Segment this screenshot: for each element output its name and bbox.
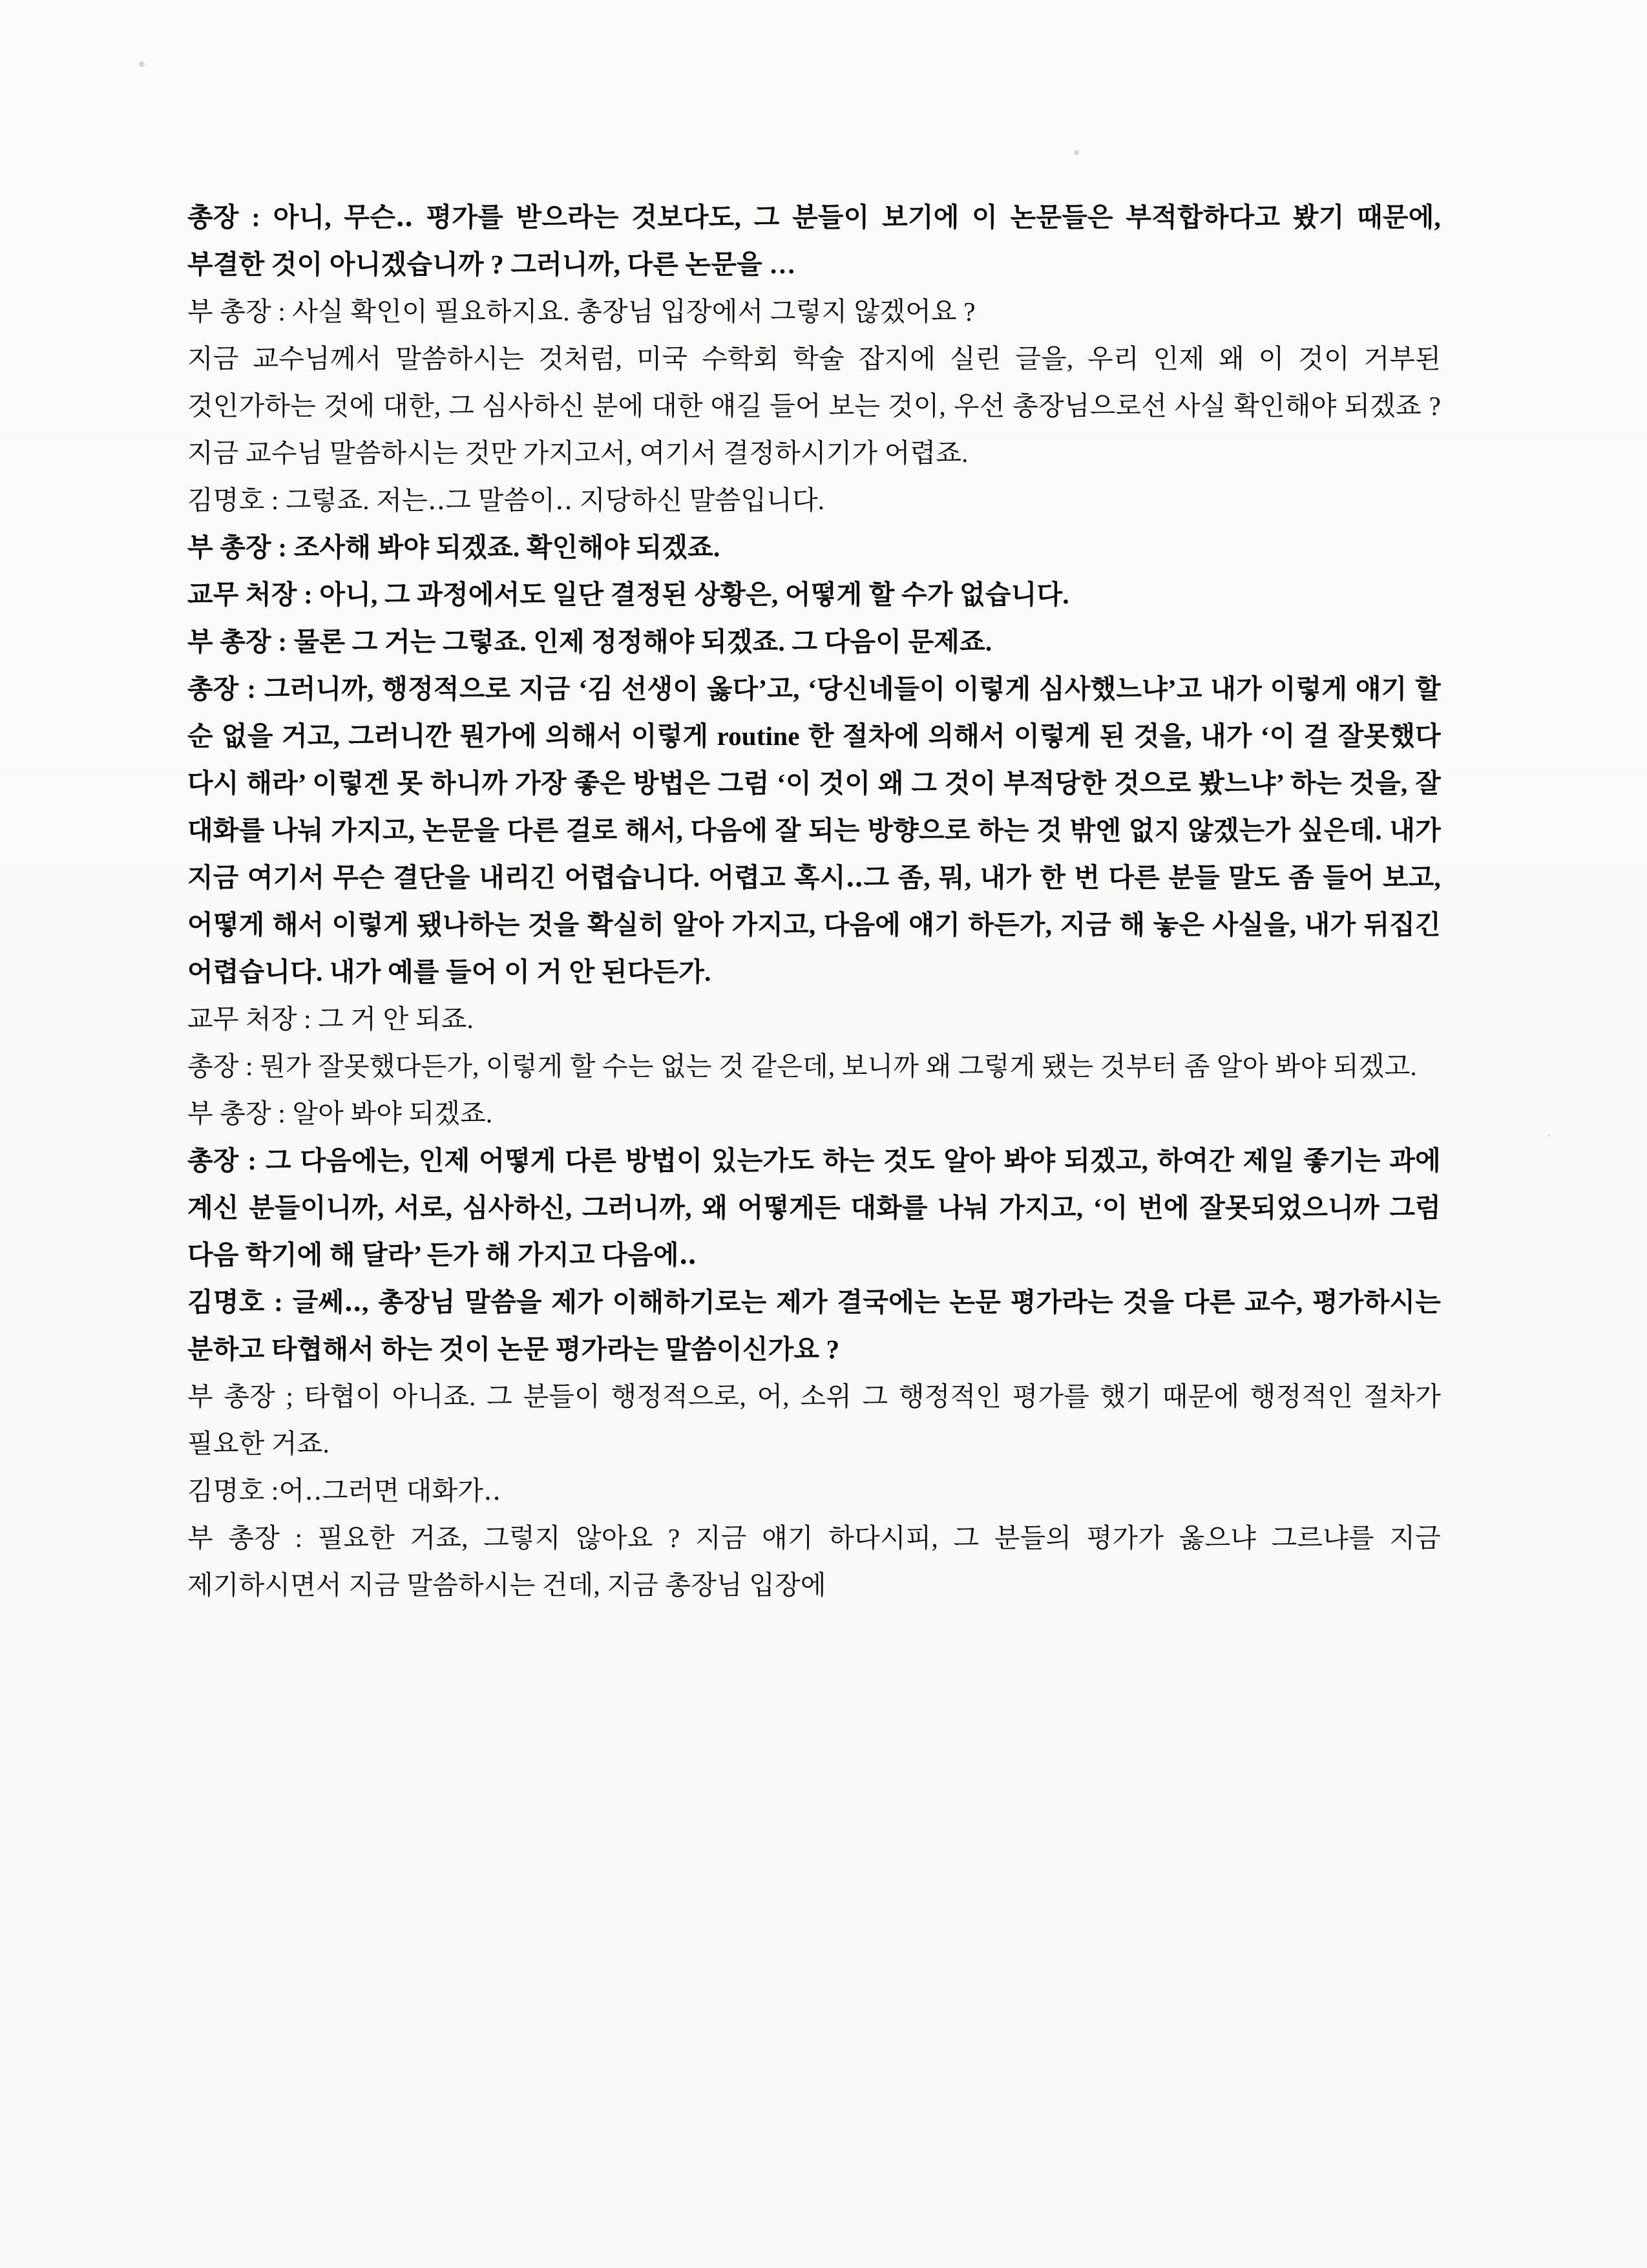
transcript-line: 부 총장 : 조사해 봐야 되겠죠. 확인해야 되겠죠.: [187, 532, 720, 562]
transcript-line: 부 총장 : 필요한 거죠, 그렇지 않아요 ? 지금 얘기 하다시피, 그 분들의 평가가 옳으냐 그르냐를 지금 제기하시면서 지금 말씀하시는 건데, 지금 총장님 입장에: [187, 1523, 1441, 1600]
scan-speck: [1074, 150, 1079, 155]
transcript-line: 부 총장 ; 타협이 아니죠. 그 분들이 행정적으로, 어, 소위 그 행정적인 평가를 했기 때문에 행정적인 절차가 필요한 거죠.: [187, 1381, 1441, 1458]
scan-speck: [139, 61, 145, 67]
transcript-line: 총장 : 아니, 무슨‥ 평가를 받으라는 것보다도, 그 분들이 보기에 이 논문들은 부적합하다고 봤기 때문에, 부결한 것이 아니겠습니까 ? 그러니까, 다른 논문을 …: [187, 202, 1441, 279]
transcript-line: 총장 : 그러니까, 행정적으로 지금 ‘김 선생이 옳다’고, ‘당신네들이 이렇게 심사했느냐’고 내가 이렇게 얘기 할 순 없을 거고, 그러니깐 뭔가에 의해서 이렇게 routine 한 절차에 의해서 이렇게 된 것을, 내가 ‘이 걸 잘못했다 다시 해라’ 이렇겐 못 하니까 가장 좋은 방법은 그럼 ‘이 것이 왜 그 것이 부적당한 것으로 봤느냐’ 하는 것을, 잘 대화를 나눠 가지고, 논문을 다른 걸로 해서, 다음에 잘 되는 방향으로 하는 것 밖엔 없지 않겠는가 싶은데. 내가 지금 여기서 무슨 결단을 내리긴 어렵습니다. 어렵고 혹시‥그 좀, 뭐, 내가 한 번 다른 분들 말도 좀 들어 보고, 어떻게 해서 이렇게 됐나하는 것을 확실히 알아 가지고, 다음에 얘기 하든가, 지금 해 놓은 사실을, 내가 뒤집긴 어렵습니다. 내가 예를 들어 이 거 안 된다든가.: [187, 674, 1441, 987]
transcript-line: 총장 : 뭔가 잘못했다든가, 이렇게 할 수는 없는 것 같은데, 보니까 왜 그렇게 됐는 것부터 좀 알아 봐야 되겠고.: [187, 1051, 1417, 1081]
transcript-line: 부 총장 : 사실 확인이 필요하지요. 총장님 입장에서 그렇지 않겠어요 ?: [187, 297, 976, 326]
transcript-line: 부 총장 : 물론 그 거는 그렇죠. 인제 정정해야 되겠죠. 그 다음이 문제죠.: [187, 627, 992, 656]
transcript-line: 지금 교수님께서 말씀하시는 것처럼, 미국 수학회 학술 잡지에 실린 글을, 우리 인제 왜 이 것이 거부된 것인가하는 것에 대한, 그 심사하신 분에 대한 얘길 들어 보는 것이, 우선 총장님으로선 사실 확인해야 되겠죠 ? 지금 교수님 말씀하시는 것만 가지고서, 여기서 결정하시기가 어렵죠.: [187, 344, 1441, 468]
transcript-line: 총장 : 그 다음에는, 인제 어떻게 다른 방법이 있는가도 하는 것도 알아 봐야 되겠고, 하여간 제일 좋기는 과에 계신 분들이니까, 서로, 심사하신, 그러니까, 왜 어떻게든 대화를 나눠 가지고, ‘이 번에 잘못되었으니까 그럼 다음 학기에 해 달라’ 든가 해 가지고 다음에‥: [187, 1146, 1441, 1270]
document-body: [187, 194, 1441, 1609]
scan-speck: [1547, 1134, 1551, 1137]
transcript-line: 김명호 :어‥그러면 대화가‥: [187, 1476, 501, 1506]
transcript-line: 김명호 : 글쎄‥, 총장님 말씀을 제가 이해하기로는 제가 결국에는 논문 평가라는 것을 다른 교수, 평가하시는 분하고 타협해서 하는 것이 논문 평가라는 말씀이신가요 ?: [187, 1287, 1441, 1364]
transcript-line: 부 총장 : 알아 봐야 되겠죠.: [187, 1098, 493, 1128]
transcript-line: 교무 처장 : 그 거 안 되죠.: [187, 1004, 474, 1034]
transcript-line: 교무 처장 : 아니, 그 과정에서도 일단 결정된 상황은, 어떻게 할 수가 없습니다.: [187, 580, 1069, 609]
transcript-line: 김명호 : 그렇죠. 저는‥그 말씀이‥ 지당하신 말씀입니다.: [187, 485, 825, 515]
